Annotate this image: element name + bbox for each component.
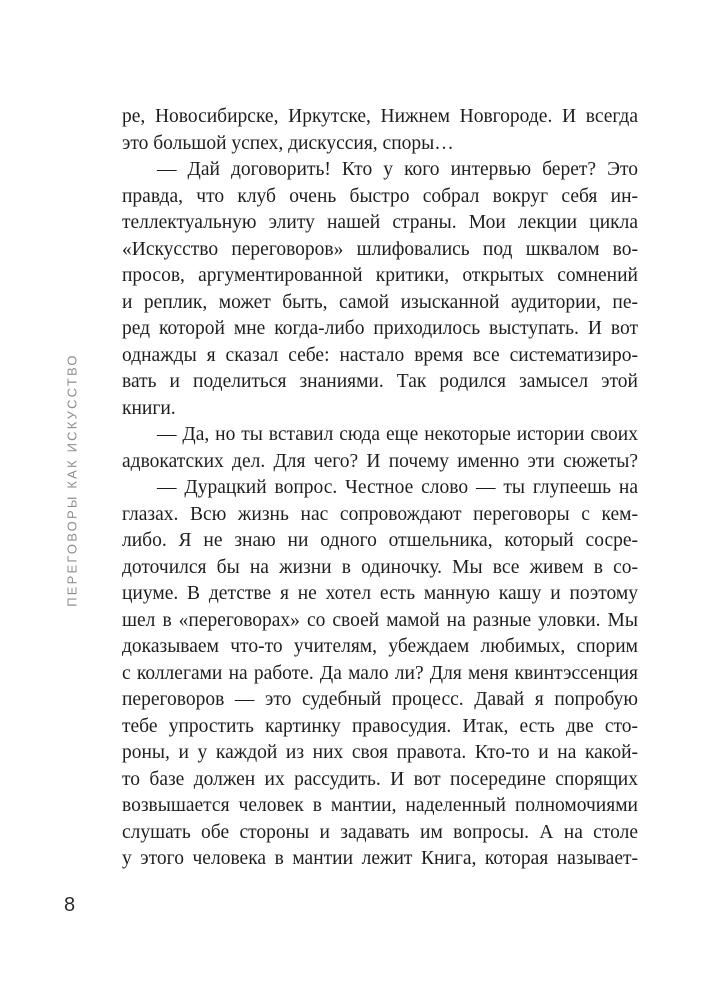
text-line: шел в «переговорах» со своей мамой на разные уловки. Мы	[122, 609, 638, 631]
text-line: книги.	[122, 397, 176, 419]
text-line: «Искусство переговоров» шлифовались под шквалом во-	[122, 238, 638, 260]
text-line: возвышается человек в мантии, наделенный полномочиями	[122, 795, 638, 816]
text-line: либо. Я не знаю ни одного отшельника, который сосре-	[122, 530, 638, 551]
text-line: вать и поделиться знаниями. Так родился замысел этой	[122, 371, 638, 392]
text-line: глазах. Всю жизнь нас сопровождают переговоры с кем-	[122, 503, 638, 525]
text-line: ред которой мне когда-либо приходилось выступать. И вот	[122, 318, 638, 339]
text-line: и реплик, может быть, самой изысканной аудитории, пе-	[122, 291, 638, 313]
text-line: роны, и у каждой из них своя правота. Кто-то и на какой-	[122, 742, 638, 763]
text-line: тебе упростить картинку правосудия. Итак, есть две сто-	[122, 715, 638, 737]
text-line: слушать обе стороны и задавать им вопросы. А на столе	[122, 821, 638, 843]
text-line: ре, Новосибирске, Иркутске, Нижнем Новгороде. И всегда	[122, 106, 638, 127]
text-line: доказываем что-то учителям, убеждаем любимых, спорим	[122, 636, 638, 657]
text-line: с коллегами на работе. Да мало ли? Для меня квинтэссенция	[122, 662, 638, 684]
text-line: — Дай договорить! Кто у кого интервью берет? Это	[157, 159, 638, 180]
text-line: — Дурацкий вопрос. Честное слово — ты глупеешь на	[157, 477, 638, 498]
text-line: — Да, но ты вставил сюда еще некоторые истории своих	[157, 424, 638, 445]
text-line: то базе должен их рассудить. И вот посередине спорящих	[122, 768, 638, 790]
text-line: однажды я сказал себе: настало время все систематизиро-	[122, 344, 638, 366]
text-line: доточился бы на жизни в одиночку. Мы все живем в со-	[122, 556, 638, 578]
text-line: это большой успех, дискуссия, споры…	[122, 132, 454, 154]
text-line: циуме. В детстве я не хотел есть манную кашу и поэтому	[122, 583, 638, 604]
page-number: 8	[64, 894, 76, 916]
text-line: теллектуальную элиту нашей страны. Мои лекции цикла	[122, 212, 638, 233]
text-line: у этого человека в мантии лежит Книга, которая называет-	[122, 848, 638, 869]
text-line: правда, что клуб очень быстро собрал вокруг себя ин-	[122, 185, 638, 207]
body-text	[122, 104, 638, 873]
text-line: переговоров — это судебный процесс. Давай я попробую	[122, 689, 638, 710]
text-line: просов, аргументированной критики, открытых сомнений	[122, 265, 638, 286]
text-line: адвокатских дел. Для чего? И почему именно эти сюжеты?	[122, 450, 638, 472]
book-title-vertical: ПЕРЕГОВОРЫ КАК ИСКУССТВО	[64, 353, 80, 607]
